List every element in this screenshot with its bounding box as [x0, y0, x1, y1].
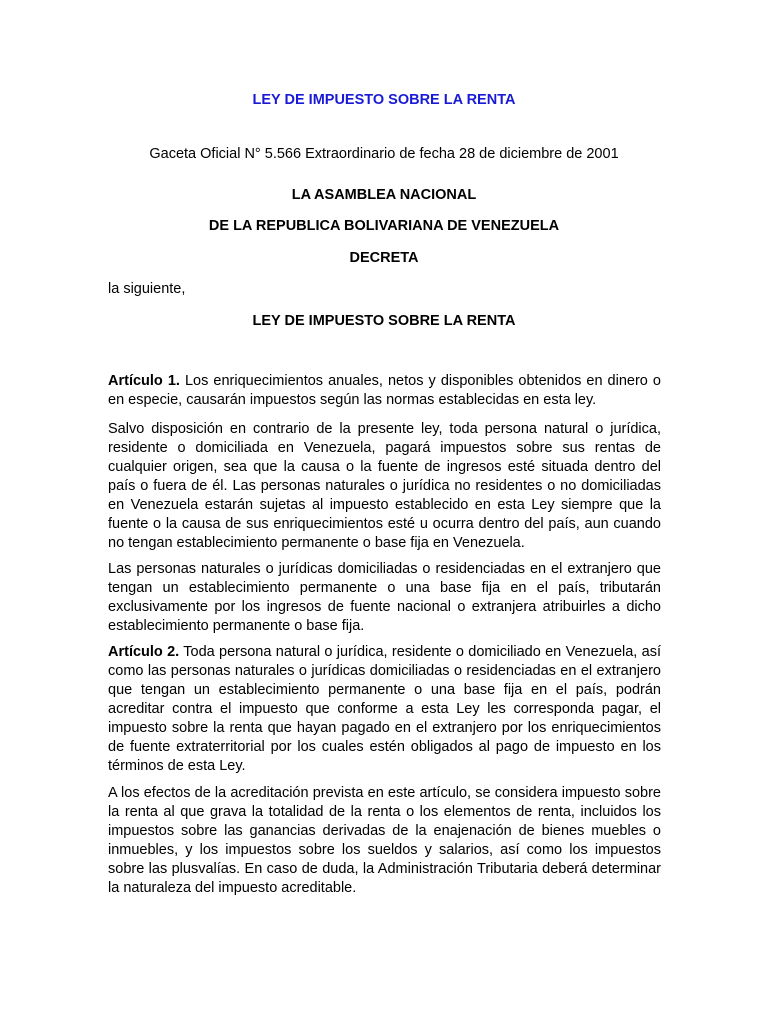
article-text: Salvo disposición en contrario de la presente ley, toda persona natural o jurídica, residente o domiciliada en Venezuela, pagará impuestos sobre sus rentas de cualquier origen, sea que la causa o la fuente de ingresos esté situada dentro del país o fuera de él. Las personas naturales o jurídica no residentes o no domiciliadas en Venezuela estarán sujetas al impuesto establecido en esta Ley siempre que la fuente o la causa de sus enriquecimientos esté u ocurra dentro del país, aun cuando no tengan establecimiento permanente o base fija en Venezuela. [108, 421, 661, 551]
decreta-heading: DECRETA [349, 250, 419, 266]
article-paragraph [108, 560, 661, 636]
article-paragraph [108, 372, 661, 410]
siguiente-text: la siguiente, [108, 281, 186, 297]
article-paragraph [108, 643, 661, 776]
article-paragraph [108, 420, 661, 553]
article-text: A los efectos de la acreditación prevista en este artículo, se considera impuesto sobre la renta al que grava la totalidad de la renta o los elementos de renta, incluidos los impuestos sobre las ganancias derivadas de la enajenación de bienes muebles o inmuebles, y los impuestos sobre los sueldos y salarios, así como los impuestos sobre las plusvalías. En caso de duda, la Administración Tributaria deberá determinar la naturaleza del impuesto acreditable. [108, 785, 661, 896]
republica-heading: DE LA REPUBLICA BOLIVARIANA DE VENEZUELA [208, 218, 560, 234]
article-label: Artículo 1. [108, 373, 180, 389]
article-text: Toda persona natural o jurídica, residente o domiciliado en Venezuela, así como las personas naturales o jurídicas domiciliadas o residenciadas en el extranjero que tengan un establecimiento permanente o una base fija en el país, podrán acreditar contra el impuesto que conforme a esta Ley les corresponda pagar, el impuesto sobre la renta que hayan pagado en el extranjero por los enriquecimientos de fuente extraterritorial por los cuales estén obligados al pago de impuesto en los términos de esta Ley. [108, 644, 661, 774]
article-text: Las personas naturales o jurídicas domiciliadas o residenciadas en el extranjero que tengan un establecimiento permanente o una base fija en el país, tributarán exclusivamente por los ingresos de fuente nacional o extranjera atribuirles a dicho establecimiento permanente o base fija. [108, 561, 661, 634]
law-title: LEY DE IMPUESTO SOBRE LA RENTA [252, 313, 516, 329]
article-paragraph [108, 784, 661, 898]
article-text: Los enriquecimientos anuales, netos y disponibles obtenidos en dinero o en especie, causarán impuestos según las normas establecidas en esta ley. [108, 373, 661, 408]
gaceta-reference: Gaceta Oficial N° 5.566 Extraordinario de fecha 28 de diciembre de 2001 [149, 146, 619, 162]
article-label: Artículo 2. [108, 644, 180, 660]
document-title: LEY DE IMPUESTO SOBRE LA RENTA [252, 92, 516, 108]
asamblea-heading: LA ASAMBLEA NACIONAL [291, 187, 477, 203]
